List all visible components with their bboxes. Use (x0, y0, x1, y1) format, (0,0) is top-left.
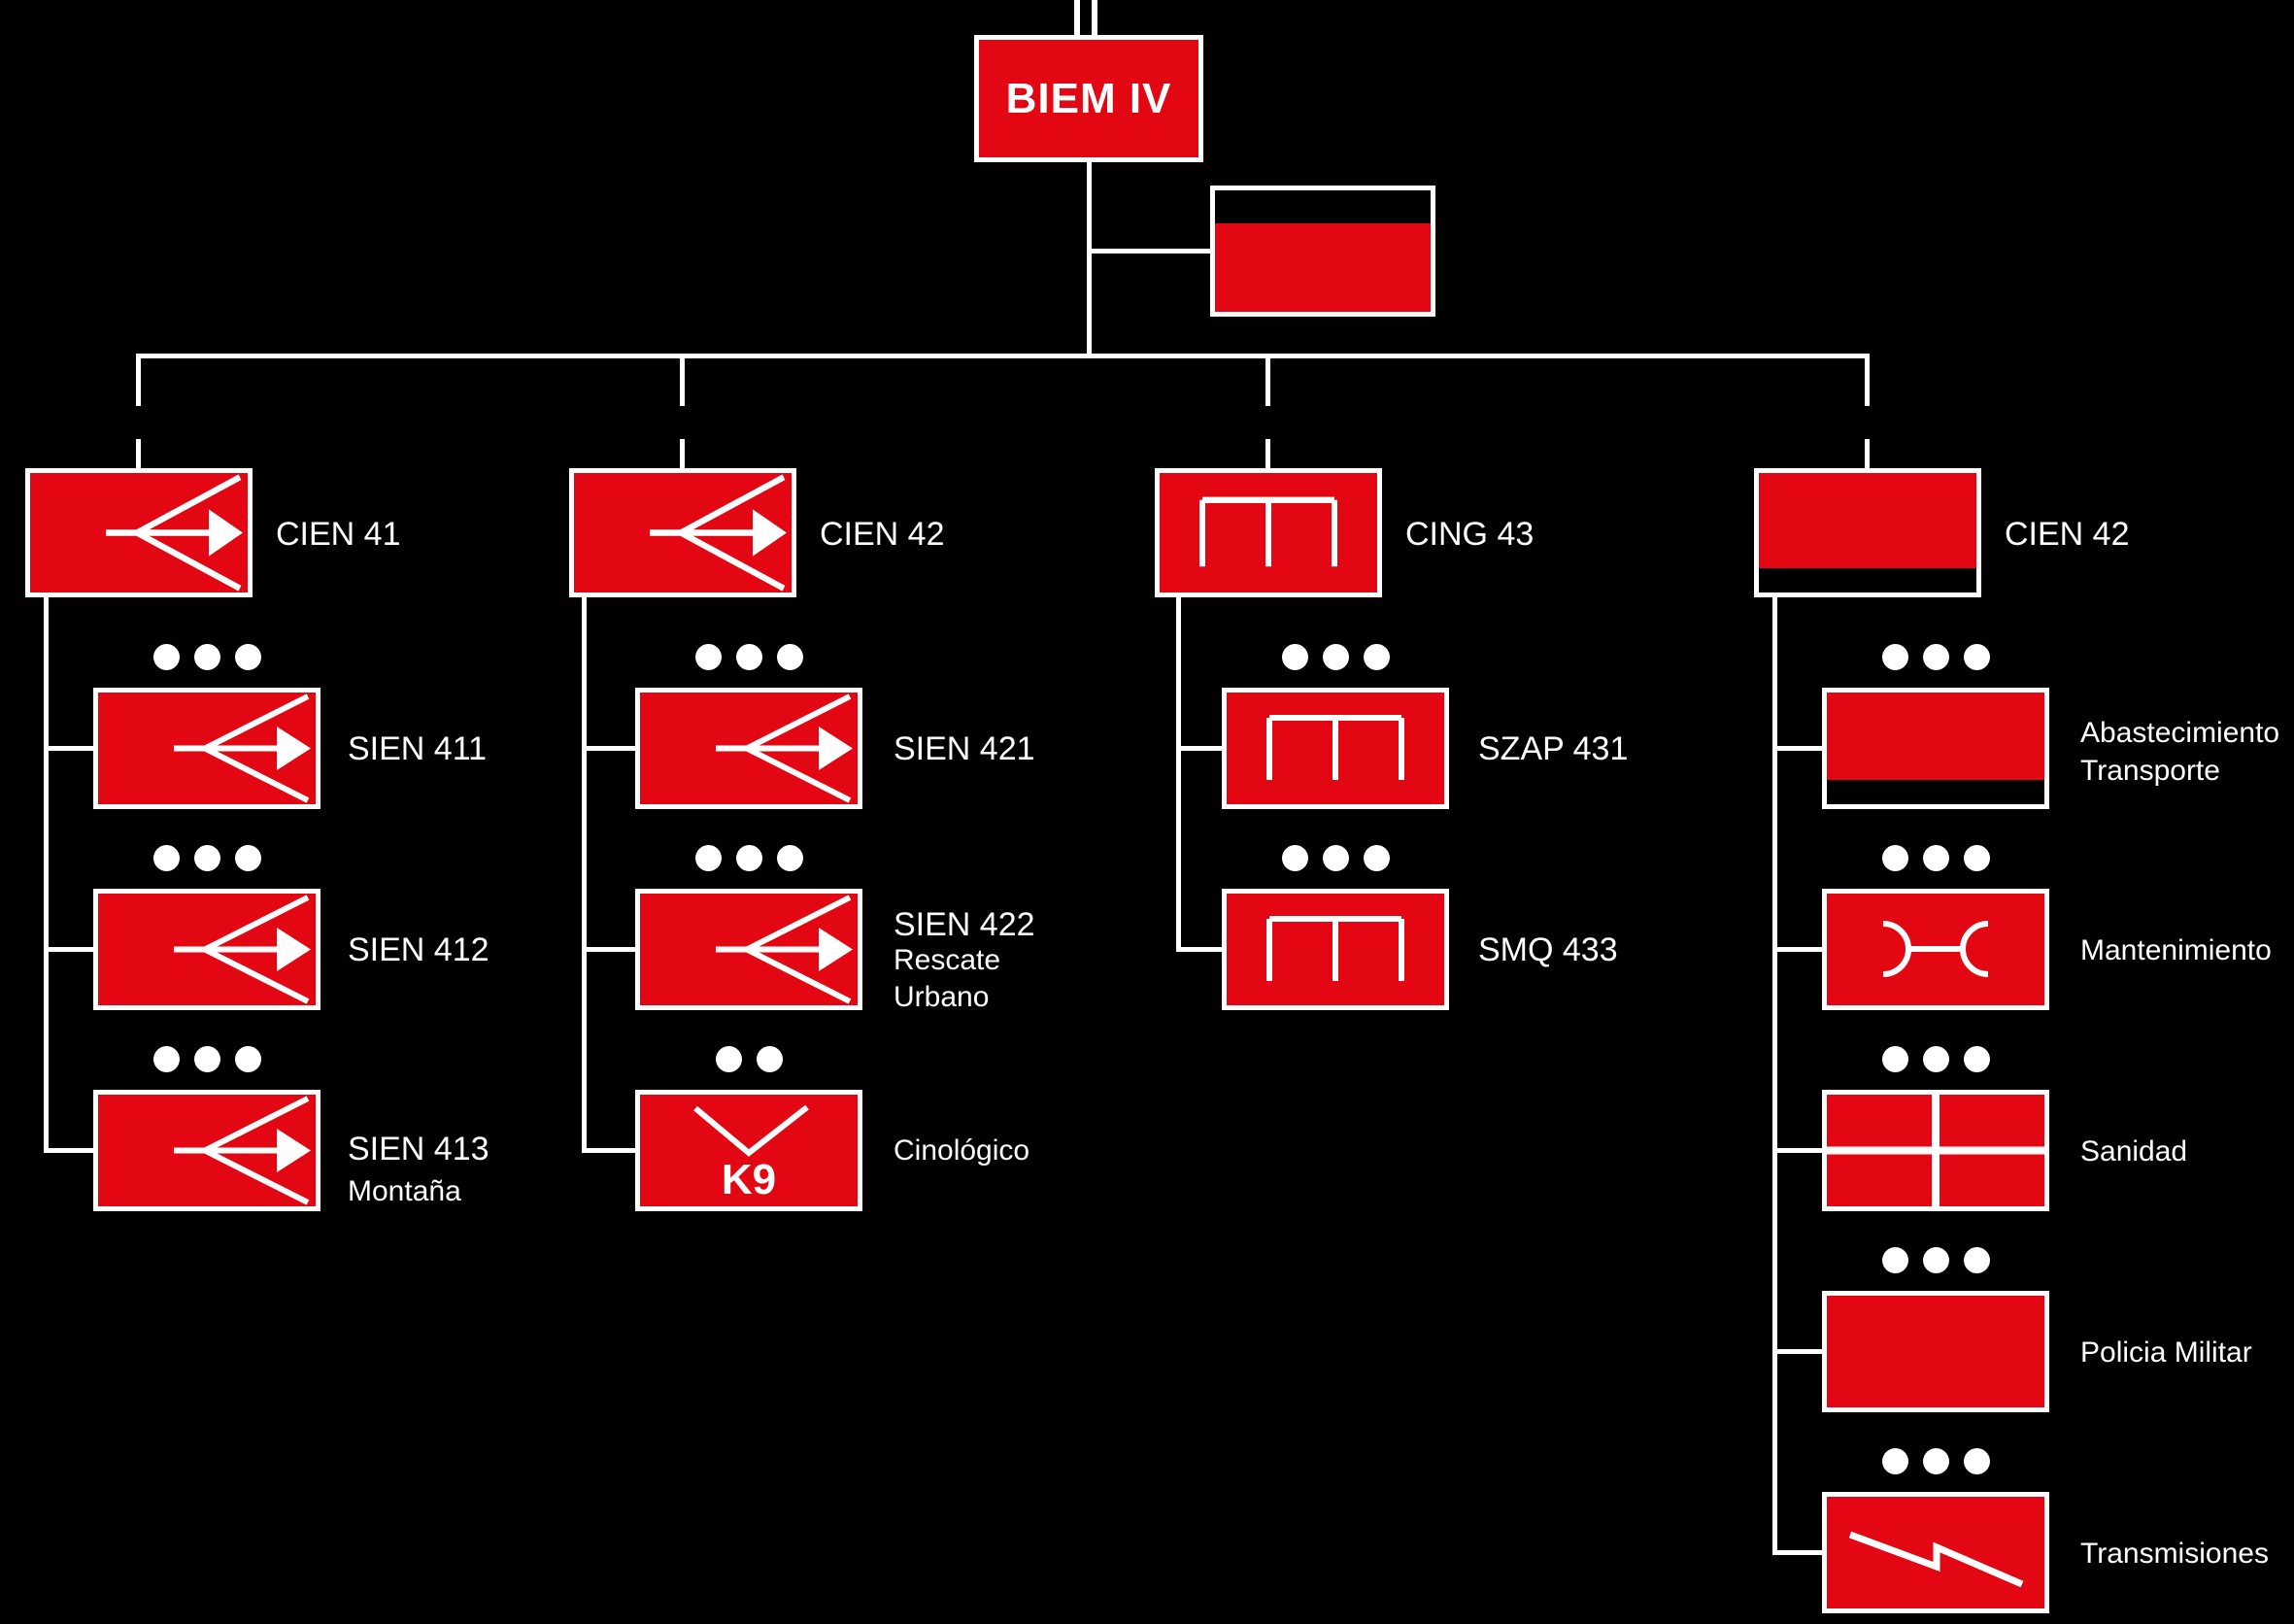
echelon-dot (1323, 845, 1349, 871)
unit-box-cing-43 (1155, 468, 1382, 597)
wrench-icon (1827, 894, 2044, 1005)
branch-spine (582, 597, 587, 1151)
branch-spine (1772, 597, 1777, 1553)
echelon-dot (194, 845, 220, 871)
echelon-dot (194, 644, 220, 670)
engineer-arrow-icon (574, 473, 792, 592)
hq-stub-line (1089, 249, 1212, 254)
unit-box-sien-422 (635, 889, 862, 1010)
echelon-dot (736, 845, 762, 871)
branch-drop (1865, 355, 1870, 406)
engineer-arrow-icon (98, 1095, 316, 1206)
child-stub (582, 947, 635, 952)
child-stub (1772, 1148, 1822, 1153)
unit-box-sien-412 (93, 889, 320, 1010)
trunk-line (1087, 162, 1092, 355)
echelon-dots (635, 1046, 862, 1072)
unit-label: SIEN 411 (348, 730, 488, 767)
echelon-dot (1964, 644, 1990, 670)
echelon-dot (1364, 845, 1390, 871)
echelon-dot (1964, 845, 1990, 871)
echelon-dot (1964, 1448, 1990, 1474)
echelon-dots (1822, 1046, 2049, 1072)
child-stub (582, 1148, 635, 1153)
child-stub (1176, 947, 1222, 952)
unit-sublabel: Montaña (348, 1175, 461, 1207)
echelon-dot (736, 644, 762, 670)
bridge-icon (1227, 693, 1444, 804)
branch-drop (680, 355, 685, 406)
echelon-dot (153, 1046, 180, 1072)
child-stub (44, 746, 93, 751)
branch-drop (1865, 439, 1870, 469)
echelon-dots (1222, 644, 1449, 670)
unit-box-smq-433 (1222, 889, 1449, 1010)
medical-cross-icon (1827, 1095, 2044, 1206)
echelon-dot (1923, 1247, 1949, 1273)
unit-label: CING 43 (1405, 516, 1535, 553)
unit-box-sien-421 (635, 688, 862, 809)
unit-box-sien-413 (93, 1090, 320, 1211)
unit-label: SZAP 431 (1478, 730, 1629, 767)
unit-label: SIEN 421 (894, 730, 1035, 767)
echelon-dots (1822, 644, 2049, 670)
echelon-dots (93, 644, 320, 670)
echelon-dots (1222, 845, 1449, 871)
echelon-dot (716, 1046, 742, 1072)
unit-box-sien-411 (93, 688, 320, 809)
branch-drop (680, 439, 685, 469)
echelon-dot (1923, 644, 1949, 670)
echelon-dot (153, 644, 180, 670)
unit-label: SIEN 413 (348, 1131, 489, 1167)
unit-sublabel: Urbano (894, 981, 990, 1013)
child-stub (1772, 746, 1822, 751)
unit-label: CIEN 41 (276, 516, 401, 553)
echelon-dot (235, 644, 261, 670)
bridge-icon (1227, 894, 1444, 1005)
branch-drop (1265, 439, 1270, 469)
unit-sublabel: Rescate (894, 944, 1001, 976)
echelon-dot (1282, 845, 1308, 871)
child-stub (1772, 947, 1822, 952)
echelon-dot (1923, 1046, 1949, 1072)
unit-box-szap-431 (1222, 688, 1449, 809)
child-stub (1772, 1349, 1822, 1354)
child-stub (1772, 1550, 1822, 1555)
branch-drop (136, 439, 141, 469)
unit-box-cien-41 (25, 468, 253, 597)
echelon-dot (1882, 1247, 1908, 1273)
parent-echelon-tick (1092, 0, 1097, 36)
bridge-icon (1160, 473, 1377, 592)
echelon-dots (93, 845, 320, 871)
echelon-dot (1882, 1448, 1908, 1474)
echelon-dots (635, 845, 862, 871)
parent-echelon-tick (1074, 0, 1080, 36)
unit-box-k9 (635, 1090, 862, 1211)
echelon-dots (93, 1046, 320, 1072)
engineer-arrow-icon (30, 473, 248, 592)
echelon-dots (1822, 845, 2049, 871)
unit-label: Cinológico (894, 1134, 1030, 1167)
echelon-dot (1882, 845, 1908, 871)
engineer-arrow-icon (98, 894, 316, 1005)
unit-label: Abastecimiento (2080, 717, 2280, 749)
k9-box-text: K9 (721, 1156, 777, 1203)
unit-box-root (974, 35, 1203, 162)
unit-box-policia-militar (1822, 1291, 2049, 1412)
branch-drop (136, 355, 141, 406)
echelon-dot (1282, 644, 1308, 670)
echelon-dot (1882, 1046, 1908, 1072)
hq-box-black-band (1215, 190, 1431, 223)
unit-label: SMQ 433 (1478, 931, 1618, 968)
echelon-dot (695, 845, 722, 871)
echelon-dot (235, 845, 261, 871)
echelon-dots (1822, 1247, 2049, 1273)
echelon-dot (1964, 1046, 1990, 1072)
unit-box-transmisiones (1822, 1492, 2049, 1613)
echelon-dot (194, 1046, 220, 1072)
echelon-dot (1882, 644, 1908, 670)
branch-spine (1176, 597, 1181, 950)
engineer-arrow-icon (98, 693, 316, 804)
engineer-arrow-icon (640, 894, 858, 1005)
unit-label: Mantenimiento (2080, 934, 2272, 966)
echelon-dots (1822, 1448, 2049, 1474)
unit-label: Sanidad (2080, 1135, 2188, 1167)
branch-spine (44, 597, 49, 1151)
echelon-dot (235, 1046, 261, 1072)
unit-label: CIEN 42 (2005, 516, 2130, 553)
black-band (1759, 568, 1976, 592)
echelon-dots (635, 644, 862, 670)
child-stub (1176, 746, 1222, 751)
echelon-dot (695, 644, 722, 670)
unit-sublabel: Transporte (2080, 755, 2220, 787)
unit-box-cien-42 (569, 468, 796, 597)
unit-label: SIEN 422 (894, 906, 1035, 943)
unit-box-abastecimiento (1822, 688, 2049, 809)
unit-box-mantenimiento (1822, 889, 2049, 1010)
engineer-arrow-icon (640, 693, 858, 804)
child-stub (44, 1148, 93, 1153)
echelon-dot (777, 845, 803, 871)
black-band (1827, 780, 2044, 804)
echelon-dot (1364, 644, 1390, 670)
branch-drop (1265, 355, 1270, 406)
unit-label: SIEN 412 (348, 931, 489, 968)
distribution-line (136, 354, 1870, 358)
echelon-dot (777, 644, 803, 670)
unit-label: Transmisiones (2080, 1538, 2269, 1570)
child-stub (44, 947, 93, 952)
echelon-dot (1323, 644, 1349, 670)
root-label: BIEM IV (1005, 74, 1172, 122)
signal-flash-icon (1827, 1497, 2044, 1608)
unit-box-logistics (1754, 468, 1981, 597)
echelon-dot (1923, 845, 1949, 871)
echelon-dot (153, 845, 180, 871)
unit-box-sanidad (1822, 1090, 2049, 1211)
echelon-dot (757, 1046, 783, 1072)
hq-box (1210, 186, 1435, 317)
echelon-dot (1964, 1247, 1990, 1273)
child-stub (582, 746, 635, 751)
unit-label: CIEN 42 (820, 516, 945, 553)
echelon-dot (1923, 1448, 1949, 1474)
unit-label: Policia Militar (2080, 1336, 2252, 1369)
